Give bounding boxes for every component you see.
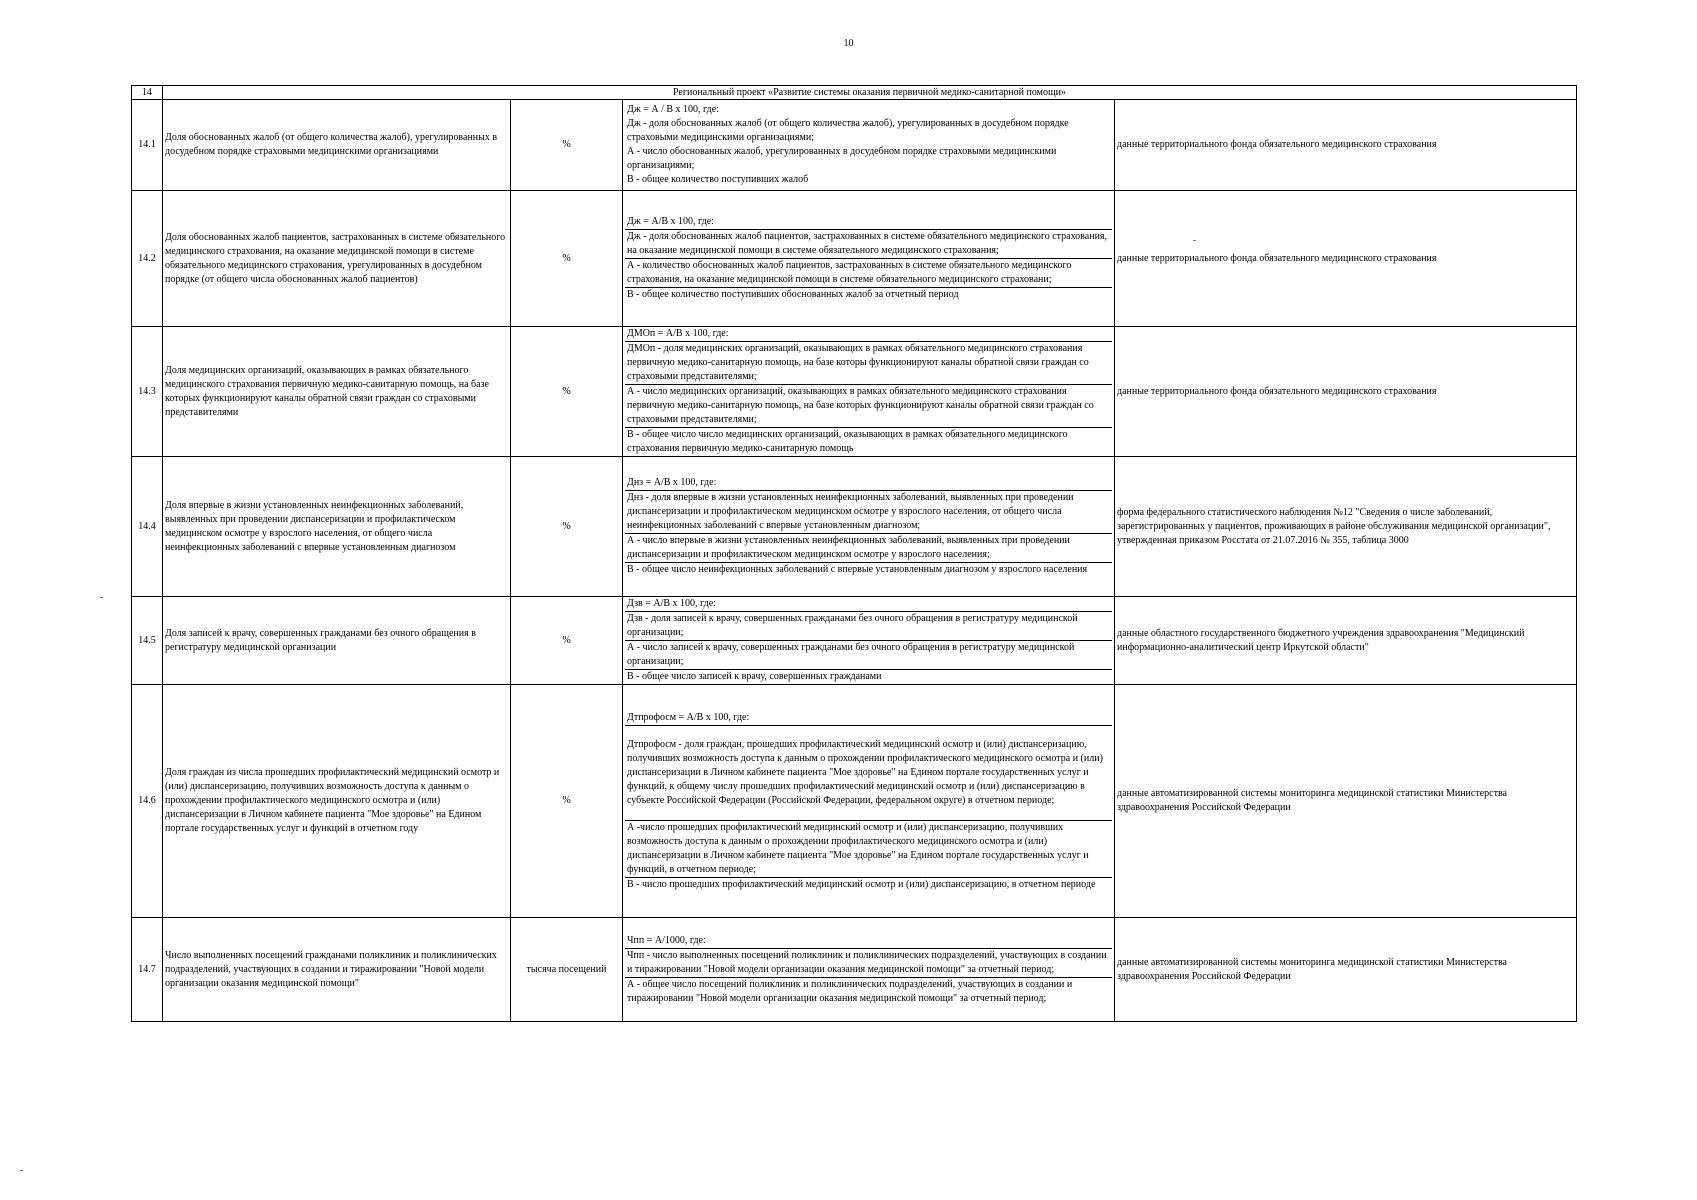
table-row [132,597,1577,685]
definition: Дзв - доля записей к врачу, совершенных гражданами без очного обращения в регистратуру медицинской организации; [625,612,1112,641]
formula-cell [623,918,1115,1022]
scan-speck [1193,240,1196,241]
table-row [132,685,1577,918]
table-row [132,457,1577,597]
row-number: 14.4 [132,457,163,597]
unit: % [511,597,623,685]
table-row [132,191,1577,327]
unit: % [511,685,623,918]
definition: ДМОп - доля медицинских организаций, оказывающих в рамках обязательного медицинского страхования первичную медико-санитарную помощь, на базе которы функционируют каналы обратной связи граждан со страховыми представителями; [625,342,1112,385]
indicator-name: Доля медицинских организаций, оказывающих в рамках обязательного медицинского страхования первичную медико-санитарную помощь, на базе которых функционируют каналы обратной связи граждан со страховыми представителями [163,327,511,457]
formula: Дж = А/В х 100, где: [625,215,1112,230]
table-row [132,100,1577,191]
table-row [132,918,1577,1022]
formula-cell [623,685,1115,918]
formula: Чпп = А/1000, где: [625,934,1112,949]
data-source: данные территориального фонда обязательного медицинского страхования [1115,100,1577,191]
formula: Дзв = А/В х 100, где: [625,597,1112,612]
row-number: 14.7 [132,918,163,1022]
definition: В - число прошедших профилактический медицинский осмотр и (или) диспансеризацию, в отчетном периоде [627,878,1096,890]
definition: А -число прошедших профилактический медицинский осмотр и (или) диспансеризацию, получивших возможность доступа к данным о прохождении профилактического медицинского осмотра и (или) диспансеризации в Личном кабинете пациента "Мое здоровье" на Едином портале государственных услуг и функций, в отчетном периоде; [625,821,1112,878]
data-source: данные областного государственного бюджетного учреждения здравоохранения "Медицинский информационно-аналитический центр Иркутской области" [1115,597,1577,685]
definition: А - число обоснованных жалоб, урегулированных в досудебном порядке страховыми медицинскими организациями; [627,146,1057,171]
spacer [625,726,1112,738]
section-title: Региональный проект «Развитие системы оказания первичной медико-санитарной помощи» [163,86,1577,100]
indicator-table [131,85,1577,1022]
table-row [132,327,1577,457]
scan-speck [100,597,103,598]
formula-cell [623,327,1115,457]
data-source: данные территориального фонда обязательного медицинского страхования [1115,191,1577,327]
formula: ДМОп = А/В х 100, где: [625,327,1112,342]
definition: В - общее число записей к врачу, совершенных гражданами [627,671,882,682]
row-number: 14.6 [132,685,163,918]
indicator-name: Доля обоснованных жалоб (от общего количества жалоб), урегулированных в досудебном порядке страховыми медицинскими организациями [163,100,511,191]
unit: тысяча посещений [511,918,623,1022]
data-source: данные автоматизированной системы мониторинга медицинской статистики Министерства здравоохранения Российской Федерации [1115,918,1577,1022]
indicator-name: Доля граждан из числа прошедших профилактический медицинский осмотр и (или) диспансеризацию, получивших возможность доступа к данным о прохождении профилактического медицинского осмотра и (или) диспансеризации в Личном кабинете пациента "Мое здоровье" на Едином портале государственных услуг и функций в отчетном году [163,685,511,918]
row-number: 14.2 [132,191,163,327]
definition: Чпп - число выполненных посещений поликлиник и поликлинических подразделений, участвующих в создании и тиражировании "Новой модели организации оказания медицинской помощи" за отчетный период; [625,949,1112,978]
definition: А - число впервые в жизни установленных неинфекционных заболеваний, выявленных при проведении диспансеризации и профилактическом медицинском осмотре у взрослого населения; [625,534,1112,563]
definition: Дтпрофосм - доля граждан, прошедших профилактический медицинский осмотр и (или) диспансеризацию, получивших возможность доступа к данным о прохождении профилактического медицинского осмотра и (или) диспансеризации в Личном кабинете пациента "Мое здоровье" на Едином портале государственных услуг и функций, к общему числу прошедших профилактический медицинский осмотр и (или) диспансеризацию в субъекте Российской Федерации (Российской Федерации, федеральном округе) в отчетном периоде; [627,738,1103,806]
indicator-name: Доля обоснованных жалоб пациентов, застрахованных в системе обязательного медицинского страхования, на оказание медицинской помощи в системе обязательного медицинского страхования, урегулированных в досудебном порядке (от общего числа обоснованных жалоб пациентов) [163,191,511,327]
definition: В - общее количество поступивших обоснованных жалоб за отчетный период [627,289,959,300]
page-number: 10 [843,38,854,49]
indicator-name: Доля впервые в жизни установленных неинфекционных заболеваний, выявленных при проведении диспансеризации и профилактическом медицинском осмотре у взрослого населения, от общего числа неинфекционных заболеваний с впервые установленным диагнозом [163,457,511,597]
definition: Дж - доля обоснованных жалоб (от общего количества жалоб), урегулированных в досудебном порядке страховыми медицинскими организациями; [627,118,1069,143]
definition: В - общее число число медицинских организаций, оказывающих в рамках обязательного медицинского страхования первичную медико-санитарную помощь [627,429,1068,454]
unit: % [511,327,623,457]
formula-cell [623,457,1115,597]
formula-cell [623,597,1115,685]
section-number: 14 [132,86,163,100]
formula: Дж = А / В х 100, где: [627,104,719,115]
definition: В - общее число неинфекционных заболеваний с впервые установленным диагнозом у взрослого населения [627,564,1088,575]
definition: А - количество обоснованных жалоб пациентов, застрахованных в системе обязательного медицинского страхования, на оказание медицинской помощи в системе обязательного медицинского страховани; [625,259,1112,288]
formula-cell [623,100,1115,191]
spacer [625,808,1112,821]
row-number: 14.1 [132,100,163,191]
scan-speck [20,1170,23,1171]
formula: Дтпрофосм = А/В х 100, где: [625,711,1112,726]
formula-cell [623,191,1115,327]
indicator-name: Доля записей к врачу, совершенных гражданами без очного обращения в регистратуру медицинской организации [163,597,511,685]
unit: % [511,100,623,191]
definition: Днз - доля впервые в жизни установленных неинфекционных заболеваний, выявленных при проведении диспансеризации и профилактическом медицинском осмотре у взрослого населения, от общего числа неинфекционных заболеваний с впервые установленным диагнозом; [625,491,1112,534]
formula: Днз = А/В х 100, где: [625,476,1112,491]
definition: В - общее количество поступивших жалоб [627,174,809,185]
row-number: 14.5 [132,597,163,685]
data-source: данные территориального фонда обязательного медицинского страхования [1115,327,1577,457]
section-header-row [132,86,1577,100]
unit: % [511,457,623,597]
definition: А - число записей к врачу, совершенных гражданами без очного обращения в регистратуру медицинской организации; [625,641,1112,670]
indicator-name: Число выполненных посещений гражданами поликлиник и поликлинических подразделений, участвующих в создании и тиражировании "Новой модели организации оказания медицинской помощи" [163,918,511,1022]
definition: А - число медицинских организаций, оказывающих в рамках обязательного медицинского страхования первичную медико-санитарную помощь, на базе которых функционируют каналы обратной связи граждан со страховыми представителями; [625,385,1112,428]
row-number: 14.3 [132,327,163,457]
data-source: форма федерального статистического наблюдения №12 "Сведения о числе заболеваний, зарегистрированных у пациентов, проживающих в районе обслуживания медицинской организации", утвержденная приказом Росстата от 21.07.2016 № 355, таблица 3000 [1115,457,1577,597]
definition: Дж - доля обоснованных жалоб пациентов, застрахованных в системе обязательного медицинского страхования, на оказание медицинской помощи в системе обязательного медицинского страхования; [625,230,1112,259]
definition: А - общее число посещений поликлиник и поликлинических подразделений, участвующих в создании и тиражировании "Новой модели организации оказания медицинской помощи" за отчетный период; [627,978,1073,1004]
data-source: данные автоматизированной системы мониторинга медицинской статистики Министерства здравоохранения Российской Федерации [1115,685,1577,918]
unit: % [511,191,623,327]
